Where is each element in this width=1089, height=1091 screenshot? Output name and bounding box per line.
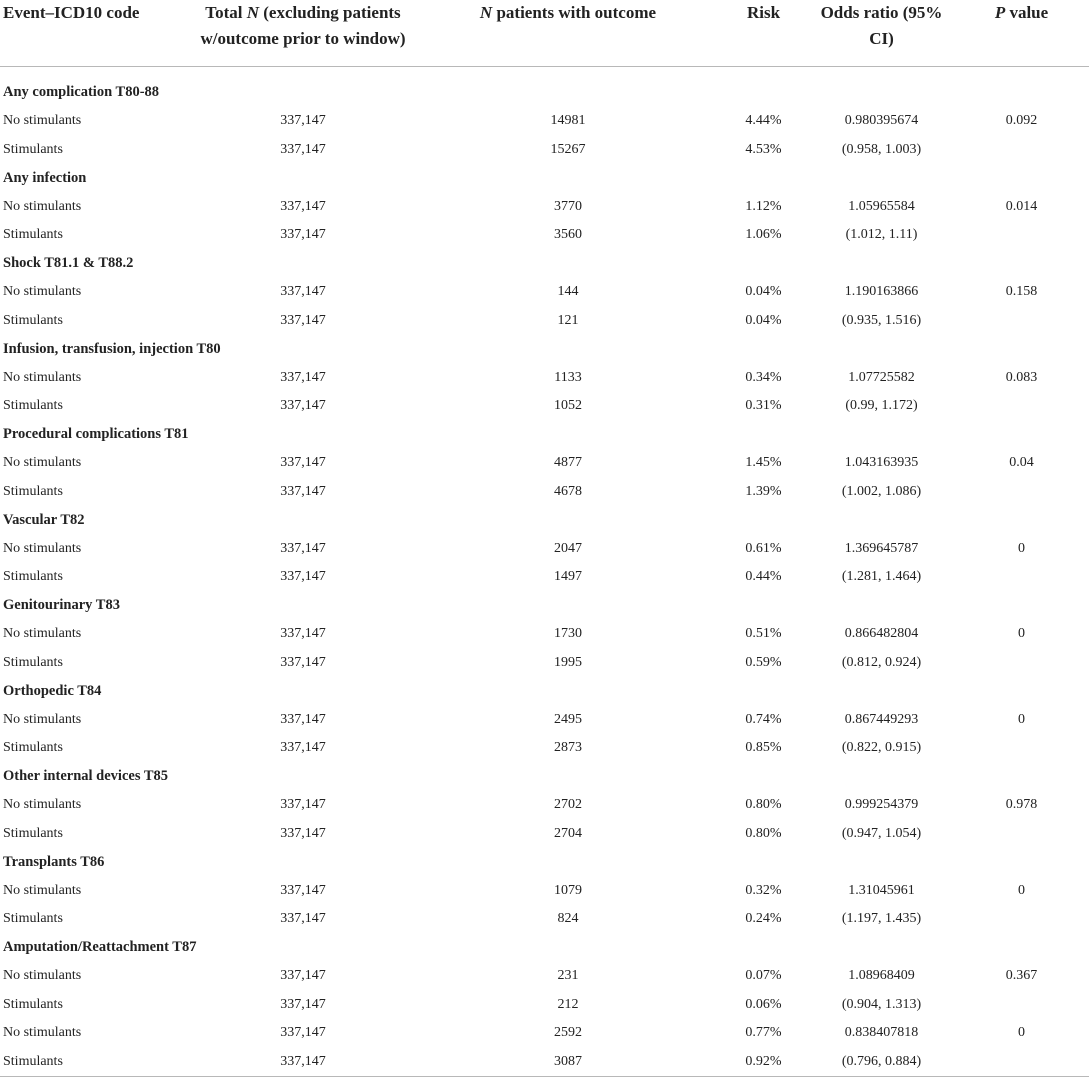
cell-group: Stimulants (3, 227, 63, 243)
table-row (0, 193, 1089, 222)
cell-group: Stimulants (3, 398, 63, 414)
cell-group: Stimulants (3, 569, 63, 585)
cell-patients: 15267 (550, 141, 586, 157)
table-row (0, 392, 1089, 421)
cell-patients: 144 (557, 284, 579, 300)
cell-total: 337,147 (280, 284, 326, 300)
table-row (0, 820, 1089, 849)
cell-p-value (954, 221, 1089, 250)
cell-odds: (0.796, 0.884) (809, 1048, 954, 1077)
cell-patients: 1079 (554, 882, 582, 898)
cell-p-value: 0.158 (1005, 284, 1038, 300)
cell-risk: 0.59% (745, 654, 782, 670)
cell-odds: 0.867449293 (844, 711, 919, 727)
cell-risk: 0.06% (745, 996, 782, 1012)
cell-total: 337,147 (280, 797, 326, 813)
header-risk: Risk (718, 0, 809, 67)
cell-p-value (954, 820, 1089, 849)
cell-risk: 0.24% (745, 911, 782, 927)
cell-total: 337,147 (280, 569, 326, 585)
table-row (0, 364, 1089, 393)
cell-patients: 1052 (554, 398, 582, 414)
cell-patients: 212 (557, 996, 579, 1012)
cell-odds: 0.999254379 (844, 797, 919, 813)
table-row (0, 706, 1089, 735)
cell-p-value (954, 1048, 1089, 1077)
table-row (0, 107, 1089, 136)
cell-odds: (0.822, 0.915) (841, 740, 922, 756)
cell-odds: (0.99, 1.172) (845, 398, 918, 414)
cell-group: Stimulants (3, 483, 63, 499)
group-row (0, 677, 1089, 706)
header-odds-ratio: Odds ratio (95% CI) (809, 0, 954, 67)
cell-p-value: 0 (1018, 626, 1025, 642)
cell-total: 337,147 (280, 996, 326, 1012)
cell-risk: 1.39% (745, 483, 782, 499)
header-p-value: P value (954, 0, 1089, 67)
cell-group: No stimulants (3, 455, 82, 471)
cell-odds: (0.935, 1.516) (841, 312, 922, 328)
table-row (0, 563, 1089, 592)
cell-total: 337,147 (280, 141, 326, 157)
group-row (0, 421, 1089, 450)
cell-total: 337,147 (280, 455, 326, 471)
cell-total: 337,147 (280, 654, 326, 670)
cell-total: 337,147 (280, 540, 326, 556)
table-row (0, 449, 1089, 478)
cell-odds: 1.05965584 (848, 198, 915, 214)
group-title: Shock T81.1 & T88.2 (3, 255, 134, 272)
cell-odds: (1.012, 1.11) (845, 227, 918, 243)
cell-group: No stimulants (3, 968, 82, 984)
cell-patients: 2702 (554, 797, 582, 813)
group-row (0, 592, 1089, 621)
cell-patients: 2592 (554, 1025, 582, 1041)
cell-total: 337,147 (188, 1048, 418, 1077)
cell-group: No stimulants (3, 284, 82, 300)
cell-odds: (1.281, 1.464) (841, 569, 922, 585)
cell-p-value (954, 136, 1089, 165)
cell-risk: 4.44% (745, 113, 782, 129)
cell-patients: 824 (557, 911, 579, 927)
group-title: Other internal devices T85 (3, 768, 168, 785)
group-title: Transplants T86 (3, 853, 105, 870)
cell-p-value: 0 (1018, 1025, 1025, 1041)
cell-total: 337,147 (280, 483, 326, 499)
cell-odds: (0.904, 1.313) (841, 996, 922, 1012)
cell-odds: (1.197, 1.435) (841, 911, 922, 927)
cell-patients: 1133 (554, 369, 582, 385)
cell-p-value (954, 307, 1089, 336)
cell-group: Stimulants (3, 825, 63, 841)
cell-group: Stimulants (3, 911, 63, 927)
cell-odds: (0.812, 0.924) (841, 654, 922, 670)
cell-total: 337,147 (280, 113, 326, 129)
cell-group: Stimulants (0, 1048, 188, 1077)
table-row (0, 136, 1089, 165)
cell-patients: 4678 (554, 483, 582, 499)
table-row (0, 905, 1089, 934)
cell-group: No stimulants (3, 711, 82, 727)
cell-risk: 0.85% (745, 740, 782, 756)
cell-p-value: 0 (1018, 540, 1025, 556)
cell-total: 337,147 (280, 740, 326, 756)
cell-odds: 0.838407818 (844, 1025, 919, 1041)
cell-patients: 2704 (554, 825, 582, 841)
table-row (0, 307, 1089, 336)
cell-p-value (954, 991, 1089, 1020)
cell-p-value: 0.04 (1009, 455, 1034, 471)
cell-p-value (954, 392, 1089, 421)
cell-patients: 3770 (554, 198, 582, 214)
cell-odds: 1.31045961 (848, 882, 915, 898)
cell-total: 337,147 (280, 369, 326, 385)
table-row (0, 649, 1089, 678)
cell-patients: 2495 (554, 711, 582, 727)
cell-p-value (954, 905, 1089, 934)
cell-group: Stimulants (3, 996, 63, 1012)
cell-patients: 1497 (554, 569, 582, 585)
cell-group: No stimulants (3, 369, 82, 385)
cell-risk: 0.92% (718, 1048, 809, 1077)
cell-p-value: 0.367 (1005, 968, 1038, 984)
cell-p-value (954, 478, 1089, 507)
cell-p-value (954, 734, 1089, 763)
group-title: Orthopedic T84 (3, 682, 102, 699)
group-title: Infusion, transfusion, injection T80 (3, 340, 221, 357)
cell-p-value: 0.092 (1005, 113, 1038, 129)
cell-patients: 3560 (554, 227, 582, 243)
cell-odds: 1.043163935 (844, 455, 919, 471)
group-row (0, 164, 1089, 193)
table-row (0, 278, 1089, 307)
cell-risk: 0.44% (745, 569, 782, 585)
cell-odds: 1.08968409 (848, 968, 915, 984)
group-row (0, 506, 1089, 535)
cell-odds: 0.866482804 (844, 626, 919, 642)
header-patients: N patients with outcome (418, 0, 718, 67)
cell-p-value: 0.014 (1005, 198, 1038, 214)
group-title: Any complication T80-88 (3, 83, 160, 100)
cell-p-value: 0.978 (1005, 797, 1038, 813)
header-event: Event–ICD10 code (0, 0, 188, 67)
header-total: Total N (excluding patients w/outcome prior to window) (188, 0, 418, 67)
group-title: Amputation/Reattachment T87 (3, 939, 197, 956)
cell-patients: 2873 (554, 740, 582, 756)
table-row (0, 791, 1089, 820)
cell-patients: 14981 (550, 113, 586, 129)
cell-odds: (0.947, 1.054) (841, 825, 922, 841)
cell-risk: 1.45% (745, 455, 782, 471)
cell-group: Stimulants (3, 740, 63, 756)
table-row (0, 478, 1089, 507)
cell-risk: 0.77% (745, 1025, 782, 1041)
cell-p-value (954, 563, 1089, 592)
cell-odds: 1.369645787 (844, 540, 919, 556)
group-row (0, 763, 1089, 792)
cell-total: 337,147 (280, 968, 326, 984)
group-row (0, 848, 1089, 877)
cell-risk: 0.32% (745, 882, 782, 898)
group-row (0, 934, 1089, 963)
group-title: Procedural complications T81 (3, 426, 189, 443)
cell-p-value: 0 (1018, 711, 1025, 727)
cell-patients: 121 (557, 312, 579, 328)
cell-group: No stimulants (3, 882, 82, 898)
table-row (0, 877, 1089, 906)
cell-group: No stimulants (3, 113, 82, 129)
table-row (0, 1019, 1089, 1048)
table-row (0, 535, 1089, 564)
cell-odds: (1.002, 1.086) (841, 483, 922, 499)
cell-odds: 1.07725582 (848, 369, 915, 385)
cell-patients: 1995 (554, 654, 582, 670)
cell-total: 337,147 (280, 825, 326, 841)
group-row (0, 335, 1089, 364)
cell-total: 337,147 (280, 227, 326, 243)
table-row (0, 1048, 1089, 1077)
group-title: Any infection (3, 169, 87, 186)
cell-risk: 0.04% (745, 312, 782, 328)
cell-odds: 0.980395674 (844, 113, 919, 129)
cell-risk: 0.80% (745, 797, 782, 813)
cell-p-value (954, 649, 1089, 678)
cell-risk: 0.04% (745, 284, 782, 300)
cell-patients: 3087 (418, 1048, 718, 1077)
cell-p-value: 0.083 (1005, 369, 1038, 385)
cell-total: 337,147 (280, 1025, 326, 1041)
cell-total: 337,147 (280, 398, 326, 414)
cell-patients: 231 (557, 968, 579, 984)
table-row (0, 734, 1089, 763)
cell-odds: (0.958, 1.003) (841, 141, 922, 157)
cell-risk: 0.80% (745, 825, 782, 841)
cell-total: 337,147 (280, 882, 326, 898)
cell-odds: 1.190163866 (844, 284, 919, 300)
cell-patients: 2047 (554, 540, 582, 556)
cell-total: 337,147 (280, 626, 326, 642)
cell-group: Stimulants (3, 312, 63, 328)
group-title: Genitourinary T83 (3, 597, 120, 614)
cell-risk: 1.12% (745, 198, 782, 214)
cell-risk: 0.51% (745, 626, 782, 642)
cell-total: 337,147 (280, 911, 326, 927)
cell-group: Stimulants (3, 654, 63, 670)
table-row (0, 620, 1089, 649)
group-row (0, 250, 1089, 279)
group-row (0, 67, 1089, 108)
group-title: Vascular T82 (3, 511, 85, 528)
table-row (0, 962, 1089, 991)
cell-group: Stimulants (3, 141, 63, 157)
table-row (0, 221, 1089, 250)
cell-group: No stimulants (3, 198, 82, 214)
cell-risk: 4.53% (745, 141, 782, 157)
cell-group: No stimulants (3, 1025, 82, 1041)
cell-patients: 1730 (554, 626, 582, 642)
table-body (0, 67, 1089, 1077)
cell-total: 337,147 (280, 198, 326, 214)
cell-risk: 0.34% (745, 369, 782, 385)
cell-group: No stimulants (3, 626, 82, 642)
cell-risk: 0.31% (745, 398, 782, 414)
cell-patients: 4877 (554, 455, 582, 471)
cell-risk: 0.61% (745, 540, 782, 556)
cell-risk: 1.06% (745, 227, 782, 243)
cell-group: No stimulants (3, 540, 82, 556)
cell-group: No stimulants (3, 797, 82, 813)
cell-risk: 0.74% (745, 711, 782, 727)
cell-p-value: 0 (1018, 882, 1025, 898)
cell-total: 337,147 (280, 711, 326, 727)
cell-total: 337,147 (280, 312, 326, 328)
cell-risk: 0.07% (745, 968, 782, 984)
table-row (0, 991, 1089, 1020)
header-row (0, 0, 1089, 67)
